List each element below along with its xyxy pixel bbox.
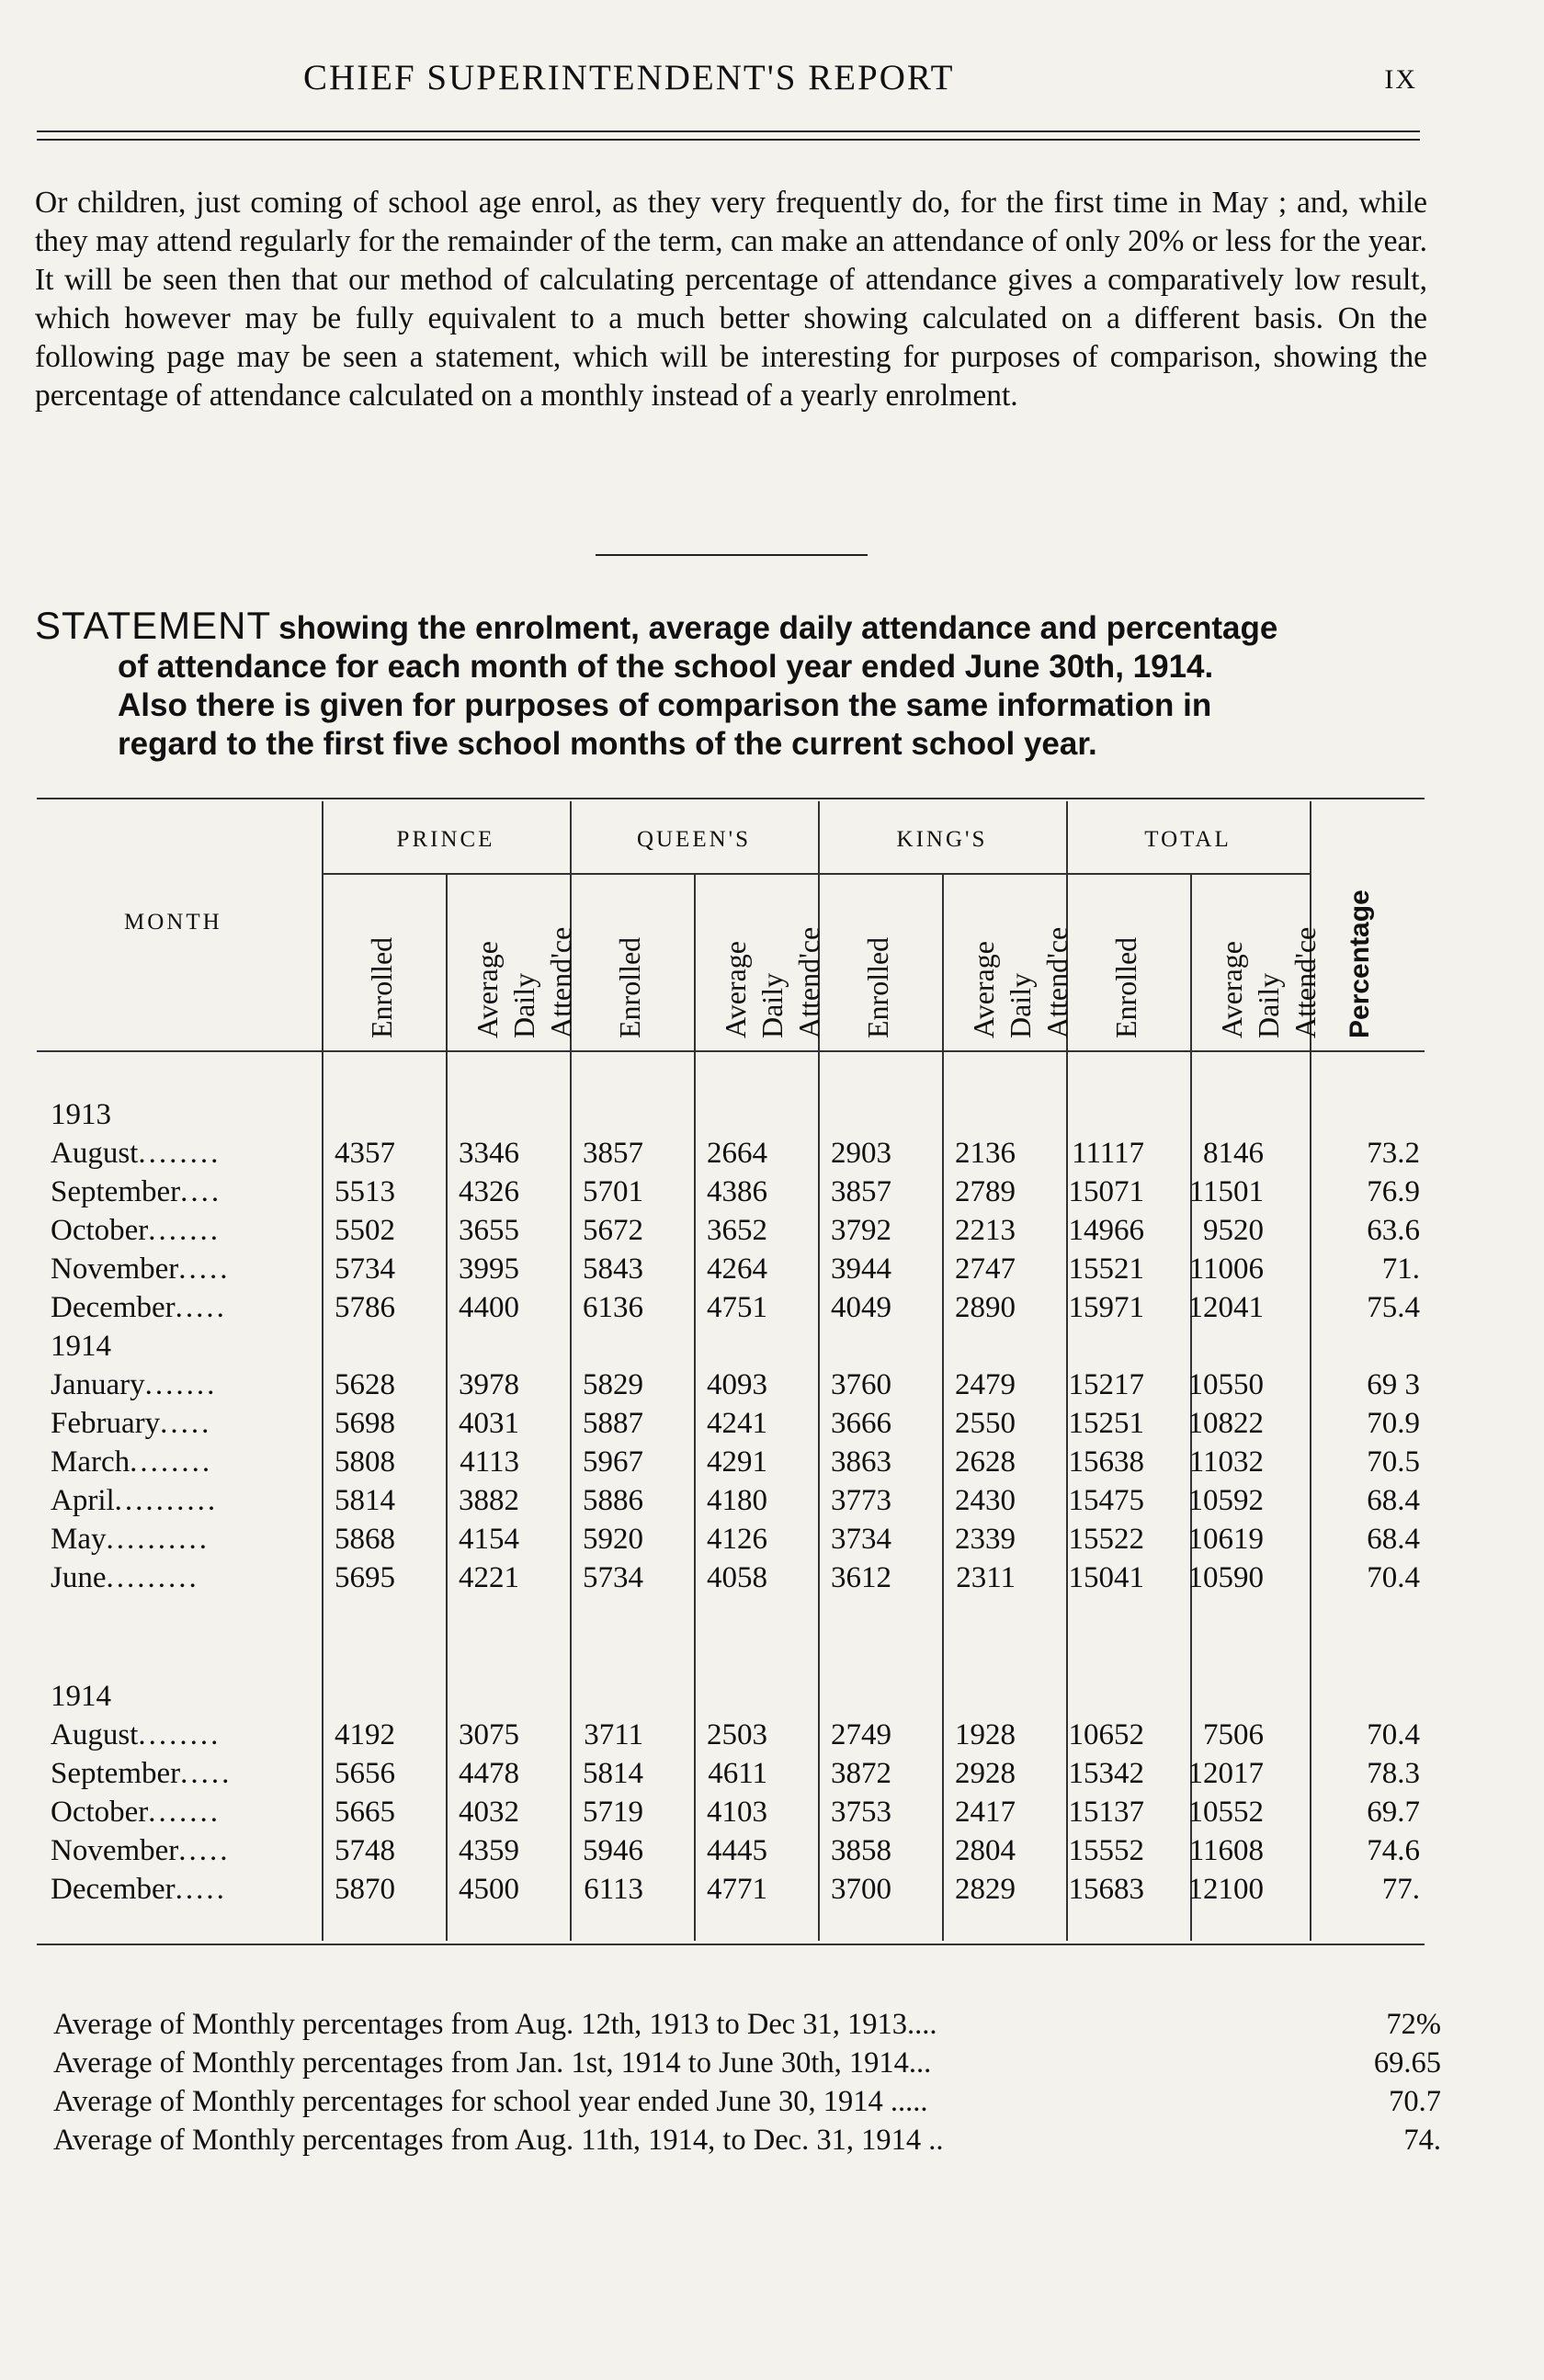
month-name: September (51, 1175, 181, 1208)
table-cell: 4241 (707, 1407, 767, 1440)
table-cell: 12041 (1187, 1291, 1264, 1324)
table-row (0, 1407, 1544, 1445)
table-cell: 3711 (584, 1718, 643, 1751)
table-cell: 68.4 (1367, 1523, 1420, 1556)
table-cell: 11032 (1188, 1445, 1264, 1479)
table-cell: 3655 (459, 1214, 519, 1247)
table-cell: 78.3 (1367, 1757, 1420, 1790)
table-cell: 4400 (459, 1291, 519, 1324)
table-cell: 73.2 (1367, 1137, 1420, 1170)
table-cell: 14966 (1068, 1214, 1144, 1247)
average-line (53, 2085, 1441, 2122)
table-cell: 15251 (1068, 1407, 1144, 1440)
table-cell: 5967 (583, 1445, 643, 1479)
table-cell: 3700 (831, 1873, 891, 1906)
statement-line-4: regard to the first five school months of the current school year. (118, 726, 1097, 762)
table-cell: 3882 (459, 1484, 519, 1517)
table-cell: 5734 (583, 1561, 643, 1594)
month-cell (51, 1796, 221, 1830)
month-name: September (51, 1757, 181, 1790)
table-row (0, 1561, 1544, 1600)
table-cell: 5887 (583, 1407, 643, 1440)
month-name: October (51, 1796, 149, 1829)
table-cell: 5786 (335, 1291, 395, 1324)
table-cell: 15521 (1068, 1252, 1144, 1286)
subheader-average-daily-attendance: Average (967, 941, 1000, 1038)
table-header-rule (37, 1050, 1425, 1052)
average-line (53, 2046, 1441, 2083)
table-cell: 3858 (831, 1834, 891, 1867)
statement-line-3: Also there is given for purposes of comparison the same information in (118, 687, 1212, 723)
average-value: 69.65 (1373, 2046, 1441, 2080)
table-cell: 4093 (707, 1368, 767, 1401)
table-cell: 4386 (707, 1175, 767, 1208)
table-cell: 7506 (1203, 1718, 1264, 1751)
table-cell: 5719 (583, 1796, 643, 1829)
table-cell: 4221 (459, 1561, 519, 1594)
table-cell: 70.9 (1367, 1407, 1420, 1440)
table-cell: 3863 (831, 1445, 891, 1479)
table-cell: 4478 (459, 1757, 519, 1790)
table-cell: 2928 (955, 1757, 1016, 1790)
table-cell: 3666 (831, 1407, 891, 1440)
subheader-average-daily-attendance: Attend'ce (1289, 926, 1322, 1038)
table-cell: 12017 (1187, 1757, 1264, 1790)
table-cell: 2747 (955, 1252, 1016, 1286)
table-row (0, 1523, 1544, 1561)
month-name: August (51, 1137, 139, 1170)
table-cell: 15041 (1068, 1561, 1144, 1594)
table-row (0, 1484, 1544, 1523)
table-cell: 63.6 (1367, 1214, 1420, 1247)
table-row (0, 1252, 1544, 1291)
table-row (0, 1873, 1544, 1911)
group-underline (322, 873, 1310, 875)
table-cell: 3075 (459, 1718, 519, 1751)
table-cell: 10590 (1187, 1561, 1264, 1594)
table-cell: 70.5 (1367, 1445, 1420, 1479)
table-cell: 2829 (955, 1873, 1016, 1906)
table-cell: 2479 (955, 1368, 1016, 1401)
table-cell: 4357 (335, 1137, 395, 1170)
table-cell: 2749 (831, 1718, 891, 1751)
leader-dots: .......... (106, 1523, 210, 1556)
subheader-average-daily-attendance: Daily (755, 972, 789, 1038)
subheader-enrolled: Enrolled (861, 936, 894, 1038)
subheader-average-daily-attendance: Average (719, 941, 752, 1038)
table-cell: 15552 (1068, 1834, 1144, 1867)
table-row (0, 1137, 1544, 1175)
leader-dots: ......... (106, 1561, 199, 1594)
table-cell: 11501 (1188, 1175, 1264, 1208)
table-cell: 3872 (831, 1757, 891, 1790)
year-label: 1914 (51, 1680, 111, 1713)
table-cell: 10652 (1068, 1718, 1144, 1751)
table-cell: 69.7 (1367, 1796, 1420, 1829)
leader-dots: ..... (178, 1834, 231, 1867)
subheader-average-daily-attendance: Average (471, 941, 504, 1038)
table-cell: 11608 (1188, 1834, 1264, 1867)
table-row (0, 1757, 1544, 1796)
month-name: January (51, 1368, 145, 1401)
table-row (0, 1796, 1544, 1834)
group-queens: QUEEN'S (636, 827, 752, 852)
table-cell: 4500 (459, 1873, 519, 1906)
table-cell: 5698 (335, 1407, 395, 1440)
table-cell: 2628 (955, 1445, 1016, 1479)
table-cell: 9520 (1203, 1214, 1264, 1247)
table-cell: 4154 (459, 1523, 519, 1556)
subheader-enrolled: Enrolled (365, 936, 398, 1038)
month-cell (51, 1523, 210, 1557)
table-cell: 2311 (956, 1561, 1016, 1594)
table-cell: 5502 (335, 1214, 395, 1247)
leader-dots: ........ (138, 1137, 221, 1170)
subheader-average-daily-attendance: Average (1215, 941, 1248, 1038)
table-cell: 3734 (831, 1523, 891, 1556)
table-cell: 77. (1381, 1873, 1420, 1906)
table-cell: 15475 (1068, 1484, 1144, 1517)
table-cell: 4058 (707, 1561, 767, 1594)
table-row (0, 1834, 1544, 1873)
leader-dots: ..... (175, 1873, 227, 1906)
table-cell: 68.4 (1367, 1484, 1420, 1517)
month-name: October (51, 1214, 149, 1247)
average-value: 70.7 (1389, 2085, 1441, 2118)
average-line (53, 2008, 1441, 2045)
table-cell: 76.9 (1367, 1175, 1420, 1208)
table-cell: 3857 (583, 1137, 643, 1170)
table-cell: 2789 (955, 1175, 1016, 1208)
table-cell: 4126 (707, 1523, 767, 1556)
header-double-rule (37, 130, 1420, 141)
subheader-average-daily-attendance: Attend'ce (544, 926, 577, 1038)
average-value: 74. (1403, 2124, 1441, 2157)
table-cell: 3857 (831, 1175, 891, 1208)
average-label: Average of Monthly percentages from Jan. 1st, 1914 to June 30th, 1914... (53, 2046, 932, 2080)
table-cell: 6113 (584, 1873, 643, 1906)
group-prince: PRINCE (396, 827, 495, 852)
table-cell: 15342 (1068, 1757, 1144, 1790)
table-cell: 4611 (708, 1757, 767, 1790)
month-cell (51, 1368, 217, 1402)
table-cell: 10619 (1187, 1523, 1264, 1556)
average-value: 72% (1386, 2008, 1441, 2041)
table-cell: 10822 (1187, 1407, 1264, 1440)
table-row (0, 1175, 1544, 1214)
table-cell: 2890 (955, 1291, 1016, 1324)
month-cell (51, 1175, 221, 1209)
table-cell: 4032 (459, 1796, 519, 1829)
table-cell: 75.4 (1367, 1291, 1420, 1324)
leader-dots: ..... (160, 1407, 212, 1440)
table-cell: 2430 (955, 1484, 1016, 1517)
year-label: 1913 (51, 1098, 111, 1131)
intro-paragraph: Or children, just coming of school age enrol, as they very frequently do, for the first time in May ; and, while they may attend regularly for the remainder of the term, can make an attendance of only 20% or less for the year. It will be seen then that our method of calculating percentage of attendance gives a comparatively low result, which however may be fully equivalent to a much better showing calculated on a different basis. On the following page may be seen a statement, which will be interesting for purposes of comparison, showing the percentage of attendance calculated on a monthly instead of a yearly enrolment. (35, 186, 1427, 413)
month-cell (51, 1484, 218, 1518)
table-cell: 10550 (1187, 1368, 1264, 1401)
table-cell: 15638 (1068, 1445, 1144, 1479)
subheader-percentage: Percentage (1345, 890, 1375, 1038)
table-cell: 5870 (335, 1873, 395, 1906)
table-cell: 5946 (583, 1834, 643, 1867)
table-row (0, 1445, 1544, 1484)
month-name: May (51, 1523, 107, 1556)
table-cell: 2550 (955, 1407, 1016, 1440)
table-cell: 4049 (831, 1291, 891, 1324)
month-name: November (51, 1834, 179, 1867)
month-cell (51, 1718, 221, 1752)
table-cell: 2136 (955, 1137, 1016, 1170)
table-cell: 70.4 (1367, 1718, 1420, 1751)
table-cell: 3652 (707, 1214, 767, 1247)
table-cell: 4751 (707, 1291, 767, 1324)
table-cell: 5868 (335, 1523, 395, 1556)
table-bottom-rule (37, 1944, 1425, 1945)
group-kings: KING'S (896, 827, 988, 852)
year-label: 1914 (51, 1330, 111, 1363)
table-cell: 71. (1381, 1252, 1420, 1286)
table-cell: 2213 (955, 1214, 1016, 1247)
statement-heading (35, 606, 1432, 764)
month-cell (51, 1445, 212, 1479)
table-cell: 10552 (1187, 1796, 1264, 1829)
month-cell (51, 1214, 221, 1248)
table-cell: 4180 (707, 1484, 767, 1517)
leader-dots: ........ (138, 1718, 221, 1751)
running-title: CHIEF SUPERINTENDENT'S REPORT (303, 58, 955, 97)
table-top-rule (37, 798, 1425, 799)
table-row (0, 1291, 1544, 1330)
table-cell: 4771 (707, 1873, 767, 1906)
table-cell: 4192 (335, 1718, 395, 1751)
table-cell: 3944 (831, 1252, 891, 1286)
subheader-enrolled: Enrolled (613, 936, 646, 1038)
table-cell: 5808 (335, 1445, 395, 1479)
month-name: February (51, 1407, 161, 1440)
leader-dots: ....... (144, 1368, 218, 1401)
page-number: IX (1384, 64, 1417, 95)
leader-dots: ........ (130, 1445, 213, 1479)
table-cell: 3773 (831, 1484, 891, 1517)
month-name: April (51, 1484, 115, 1517)
month-cell (51, 1561, 199, 1595)
table-cell: 3978 (459, 1368, 519, 1401)
table-cell: 4031 (459, 1407, 519, 1440)
average-label: Average of Monthly percentages from Aug. 11th, 1914, to Dec. 31, 1914 .. (53, 2124, 944, 2157)
month-header: MONTH (124, 910, 222, 935)
table-cell: 15971 (1068, 1291, 1144, 1324)
month-cell (51, 1407, 211, 1441)
table-cell: 5656 (335, 1757, 395, 1790)
leader-dots: ..... (178, 1252, 231, 1286)
subheader-average-daily-attendance: Daily (1252, 972, 1285, 1038)
leader-dots: ..... (175, 1291, 227, 1324)
month-name: December (51, 1873, 176, 1906)
table-cell: 5748 (335, 1834, 395, 1867)
table-cell: 3792 (831, 1214, 891, 1247)
table-cell: 10592 (1187, 1484, 1264, 1517)
month-cell (51, 1834, 231, 1868)
table-cell: 5701 (583, 1175, 643, 1208)
section-divider (596, 554, 868, 556)
table-row (0, 1718, 1544, 1757)
leader-dots: ..... (180, 1757, 233, 1790)
table-cell: 2664 (707, 1137, 767, 1170)
table-cell: 4103 (707, 1796, 767, 1829)
average-label: Average of Monthly percentages from Aug. 12th, 1913 to Dec 31, 1913.... (53, 2008, 937, 2041)
subheader-average-daily-attendance: Daily (1004, 972, 1037, 1038)
month-cell (51, 1137, 221, 1171)
table-cell: 15522 (1068, 1523, 1144, 1556)
table-cell: 15137 (1068, 1796, 1144, 1829)
average-line (53, 2124, 1441, 2160)
table-cell: 4359 (459, 1834, 519, 1867)
table-cell: 8146 (1203, 1137, 1264, 1170)
month-cell (51, 1873, 227, 1907)
month-name: August (51, 1718, 139, 1751)
table-cell: 5628 (335, 1368, 395, 1401)
table-cell: 4113 (460, 1445, 519, 1479)
table-cell: 5695 (335, 1561, 395, 1594)
month-name: December (51, 1291, 176, 1324)
leader-dots: ....... (148, 1214, 221, 1247)
statement-line-1: showing the enrolment, average daily attendance and percentage (278, 610, 1278, 646)
month-cell (51, 1757, 232, 1791)
table-cell: 5672 (583, 1214, 643, 1247)
subheader-average-daily-attendance: Attend'ce (1040, 926, 1073, 1038)
table-cell: 4291 (707, 1445, 767, 1479)
table-cell: 2503 (707, 1718, 767, 1751)
table-cell: 2903 (831, 1137, 891, 1170)
table-cell: 2804 (955, 1834, 1016, 1867)
table-row (0, 1214, 1544, 1252)
leader-dots: .......... (114, 1484, 219, 1517)
table-cell: 5829 (583, 1368, 643, 1401)
table-cell: 3753 (831, 1796, 891, 1829)
table-cell: 5513 (335, 1175, 395, 1208)
subheader-enrolled: Enrolled (1109, 936, 1142, 1038)
table-cell: 74.6 (1367, 1834, 1420, 1867)
subheader-average-daily-attendance: Daily (507, 972, 540, 1038)
table-cell: 3760 (831, 1368, 891, 1401)
leader-dots: ....... (148, 1796, 221, 1829)
table-cell: 6136 (583, 1291, 643, 1324)
table-cell: 15071 (1068, 1175, 1144, 1208)
table-cell: 5814 (583, 1757, 643, 1790)
table-cell: 69 3 (1367, 1368, 1420, 1401)
leader-dots: .... (180, 1175, 222, 1208)
table-cell: 4326 (459, 1175, 519, 1208)
table-cell: 1928 (955, 1718, 1016, 1751)
month-name: June (51, 1561, 107, 1594)
month-cell (51, 1291, 227, 1325)
statement-line-2: of attendance for each month of the school year ended June 30th, 1914. (118, 649, 1214, 685)
table-cell: 4445 (707, 1834, 767, 1867)
table-cell: 3346 (459, 1137, 519, 1170)
table-cell: 11117 (1072, 1137, 1144, 1170)
table-cell: 5886 (583, 1484, 643, 1517)
statement-lead: STATEMENT (35, 604, 272, 647)
table-cell: 15683 (1068, 1873, 1144, 1906)
table-cell: 2417 (955, 1796, 1016, 1829)
table-cell: 12100 (1187, 1873, 1264, 1906)
table-cell: 15217 (1068, 1368, 1144, 1401)
table-cell: 5665 (335, 1796, 395, 1829)
table-cell: 70.4 (1367, 1561, 1420, 1594)
table-cell: 3612 (831, 1561, 891, 1594)
table-cell: 5734 (335, 1252, 395, 1286)
month-name: March (51, 1445, 131, 1479)
average-label: Average of Monthly percentages for school year ended June 30, 1914 ..... (53, 2085, 928, 2118)
table-cell: 3995 (459, 1252, 519, 1286)
table-cell: 2339 (955, 1523, 1016, 1556)
table-cell: 5843 (583, 1252, 643, 1286)
table-cell: 11006 (1188, 1252, 1264, 1286)
group-total: TOTAL (1144, 827, 1232, 852)
month-cell (51, 1252, 231, 1286)
table-row (0, 1368, 1544, 1407)
table-cell: 5814 (335, 1484, 395, 1517)
month-name: November (51, 1252, 179, 1286)
table-cell: 4264 (707, 1252, 767, 1286)
running-header (0, 57, 1544, 103)
table-cell: 5920 (583, 1523, 643, 1556)
subheader-average-daily-attendance: Attend'ce (792, 926, 825, 1038)
